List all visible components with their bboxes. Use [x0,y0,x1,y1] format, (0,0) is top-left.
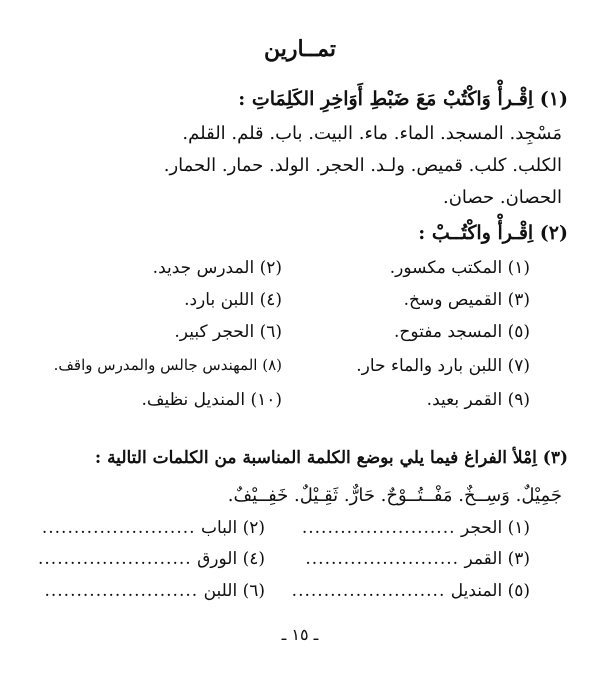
exercise-2-item: (١٠) المنديل نظيف. [141,390,282,410]
exercise-3-item [280,581,530,607]
exercise-3-item [45,581,265,607]
exercise-2-item: (٦) الحجر كبير. [174,322,282,342]
exercise-3-item-label: (٣) القمر [464,549,530,569]
exercise-2-item: (١) المكتب مكسور. [389,258,530,278]
exercise-2-item: (٨) المهندس جالس والمدرس واقف. [53,356,282,374]
exercise-3-item-label: (٢) الباب [200,518,265,538]
page-title: تمــارين [264,36,336,62]
exercise-3-heading: (٣) اِمْلأ الفراغ فيما يلي بوضع الكلمة المناسبة من الكلمات التالية : [94,448,568,468]
exercise-2-heading: (٢) اِقْـرأْ واكْتُــبْ : [418,222,568,244]
exercise-1-line: مَسْجِد. المسجد. الماء. ماء. البيت. باب. قلم. القلم. [182,123,562,144]
exercise-2-item: (٣) القميص وسخ. [403,290,530,310]
exercise-2-item: (٧) اللبن بارد والماء حار. [356,356,530,376]
exercise-1-heading: (١) اِقْـرأْ وَاكْتُبْ مَعَ ضَبْطِ أَوَاخِرِ الكَلِمَاتِ : [238,88,568,110]
exercise-2-item: (٥) المسجد مفتوح. [393,322,530,342]
exercise-3-blank: ........................ [41,518,196,538]
exercise-3-blank: ........................ [301,518,456,538]
exercise-3-item-label: (٦) اللبن [203,581,265,601]
exercise-3-blank: ........................ [291,581,446,601]
exercise-3-blank: ........................ [44,581,199,601]
exercise-1-line: الكلب. كلب. قميص. ولـد. الحجر. الولد. حمار. الحمار. [163,155,562,176]
exercise-3-item [41,518,265,544]
exercise-3-item [280,549,530,575]
exercise-3-item [37,549,265,575]
exercise-2-item: (٢) المدرس جديد. [152,258,282,278]
exercise-3-blank: ........................ [37,549,192,569]
exercise-2-item: (٩) القمر بعيد. [426,390,530,410]
exercise-3-word-choices: جَمِيْلٌ. وَسِــخٌ. مَفْــتُــوْحٌ. حَارٌّ. ثَقِـيْلٌ. خَفِــيْفٌ. [227,485,562,506]
exercise-1-line: الحصان. حصان. [442,187,562,208]
page-number: ـ ١٥ ـ [281,625,319,644]
exercise-3-item [280,518,530,544]
exercise-3-blank: ........................ [305,549,460,569]
exercise-3-item-label: (٤) الورق [197,549,265,569]
exercise-3-item-label: (٥) المنديل [450,581,530,601]
exercise-2-item: (٤) اللبن بارد. [184,290,282,310]
exercise-3-item-label: (١) الحجر [460,518,530,538]
